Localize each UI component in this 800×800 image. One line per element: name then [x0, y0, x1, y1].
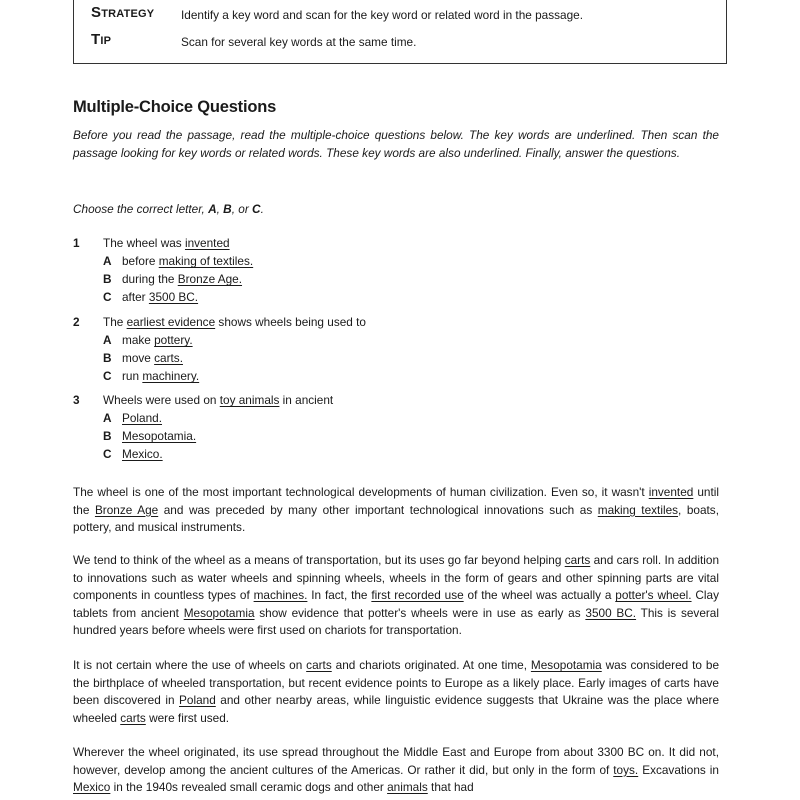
text-run: before	[122, 254, 159, 268]
key-word: 3500 BC.	[148, 290, 199, 304]
key-word: 3500 BC.	[585, 605, 637, 620]
key-word: animals	[387, 780, 428, 795]
option-text	[122, 254, 253, 268]
option-letter: A	[103, 411, 112, 425]
text-run: was considered to be the birthplace of wheeled transportation, but recent evidence points to Europe as a likely place. Early images of carts have been discovered in	[73, 658, 720, 708]
text-run: in ancient	[279, 393, 334, 407]
option-text	[122, 411, 162, 425]
key-word: Bronze Age	[94, 502, 159, 517]
option-text	[122, 290, 198, 304]
key-word: Mesopotamia.	[122, 429, 197, 443]
option-text	[122, 272, 242, 286]
option-letter: A	[103, 254, 112, 268]
text-run: Excavations in	[638, 762, 719, 777]
text-run: after	[122, 290, 149, 304]
text-run: Clay tablets from ancient	[73, 588, 720, 620]
key-word: Bronze Age.	[177, 272, 243, 286]
strategy-tip-box	[73, 0, 727, 64]
option-text	[122, 447, 163, 461]
key-word: earliest evidence	[126, 315, 216, 329]
key-word: Mexico.	[122, 447, 163, 461]
key-word: carts.	[154, 351, 183, 365]
option-a[interactable]	[103, 333, 193, 347]
text-run: B	[223, 202, 232, 216]
text-run: , boats, pottery, and musical instruments.	[73, 502, 719, 535]
text-run: and other nearby areas, while linguistic evidence suggests that Ukraine was the place where wheeled	[73, 693, 719, 725]
text-run: Choose the correct letter,	[73, 202, 209, 216]
option-text	[122, 429, 196, 443]
text-run: It is not certain where the use of wheels on	[73, 658, 307, 672]
option-letter: B	[103, 429, 112, 443]
passage-paragraph-4	[73, 744, 719, 797]
key-word: pottery.	[154, 333, 193, 347]
key-word: machinery.	[142, 369, 200, 383]
text-run: Before you read the passage, read the multiple-choice questions below. The key words are underlined. Then scan the passage looking for key words or related words. These key words are also underlined. Finally, answer the questions.	[73, 128, 719, 160]
question-stem	[103, 393, 333, 407]
option-letter: B	[103, 351, 112, 365]
question-number: 2	[73, 315, 80, 329]
key-word: toy animals	[219, 393, 280, 407]
key-word: invented	[184, 236, 230, 250]
option-b[interactable]	[103, 351, 183, 365]
text-run: and chariots originated. At one time,	[331, 658, 531, 672]
text-run: and was preceded by many other important technological innovations such as	[158, 502, 598, 517]
key-word: first recorded use	[371, 588, 464, 603]
tip-label: Tip	[91, 31, 112, 48]
option-letter: C	[103, 290, 112, 304]
text-run: that had	[427, 780, 474, 795]
question-number: 1	[73, 236, 80, 250]
strategy-label: Strategy	[91, 4, 155, 21]
key-word: invented	[648, 485, 694, 499]
key-word: making textiles	[597, 502, 679, 517]
tip-text: Scan for several key words at the same time.	[181, 35, 417, 49]
text-run: The wheel was	[103, 236, 185, 250]
key-word: carts	[564, 553, 591, 567]
question-number: 3	[73, 393, 80, 407]
text-run: .	[260, 202, 264, 216]
text-run: during the	[122, 272, 178, 286]
key-word: potter's wheel.	[615, 588, 692, 603]
option-b[interactable]	[103, 429, 196, 443]
text-run: of the wheel was actually a	[463, 588, 616, 603]
text-run: and cars roll. In addition to innovations such as water wheels and spinning wheels, wheels in the form of gears and other spinning parts are vital components in countless types of	[73, 553, 720, 603]
text-run: This is several hundred years before wheels were first used on chariots for transportation.	[73, 605, 719, 638]
text-run: make	[122, 333, 155, 347]
key-word: Mesopotamia	[530, 658, 602, 672]
option-letter: C	[103, 447, 112, 461]
question-stem	[103, 315, 366, 329]
option-a[interactable]	[103, 411, 162, 425]
option-letter: A	[103, 333, 112, 347]
key-word: carts	[120, 710, 146, 725]
key-word: Mexico	[73, 780, 111, 795]
passage-paragraph-1	[73, 484, 719, 537]
instructions	[73, 126, 719, 162]
text-run: In fact, the	[307, 588, 372, 603]
option-text	[122, 351, 183, 365]
text-run: The	[103, 315, 127, 329]
option-letter: B	[103, 272, 112, 286]
option-c[interactable]	[103, 447, 163, 461]
text-run: Wheels were used on	[103, 393, 220, 407]
text-run: until the	[73, 485, 720, 517]
option-text	[122, 369, 199, 383]
text-run: ,	[216, 202, 224, 216]
text-run: run	[122, 369, 143, 383]
text-run: move	[122, 351, 155, 365]
strategy-text: Identify a key word and scan for the key word or related word in the passage.	[181, 8, 583, 22]
option-b[interactable]	[103, 272, 242, 286]
text-run: were first used.	[145, 710, 230, 725]
text-run: We tend to think of the wheel as a means of transportation, but its uses go far beyond helping	[73, 553, 565, 567]
option-text	[122, 333, 193, 347]
key-word: Poland	[179, 693, 216, 708]
option-c[interactable]	[103, 369, 199, 383]
option-a[interactable]	[103, 254, 253, 268]
section-title: Multiple-Choice Questions	[73, 98, 277, 116]
option-c[interactable]	[103, 290, 198, 304]
key-word: carts	[306, 658, 332, 672]
key-word: machines.	[253, 588, 308, 603]
text-run: A	[208, 202, 217, 216]
text-run: shows wheels being used to	[215, 315, 366, 329]
text-run: show evidence that potter's wheels were in use as early as	[254, 605, 586, 620]
text-run: The wheel is one of the most important technological developments of human civilization. Even so, it wasn't	[73, 485, 649, 499]
text-run: C	[252, 202, 261, 216]
key-word: Poland.	[122, 411, 163, 425]
text-run: in the 1940s revealed small ceramic dogs and other	[110, 780, 388, 795]
key-word: Mesopotamia	[183, 605, 255, 620]
passage-paragraph-3	[73, 657, 719, 727]
text-run: , or	[231, 202, 253, 216]
key-word: toys.	[613, 762, 639, 777]
text-run: Wherever the wheel originated, its use spread throughout the Middle East and Europe from about 3300 BC on. It did not, however, develop among the ancient cultures of the Americas. Or rather it did, but only in the form of	[73, 745, 719, 777]
passage-paragraph-2	[73, 552, 719, 640]
key-word: making of textiles.	[158, 254, 254, 268]
option-letter: C	[103, 369, 112, 383]
choose-instruction	[73, 202, 264, 216]
question-stem	[103, 236, 230, 250]
